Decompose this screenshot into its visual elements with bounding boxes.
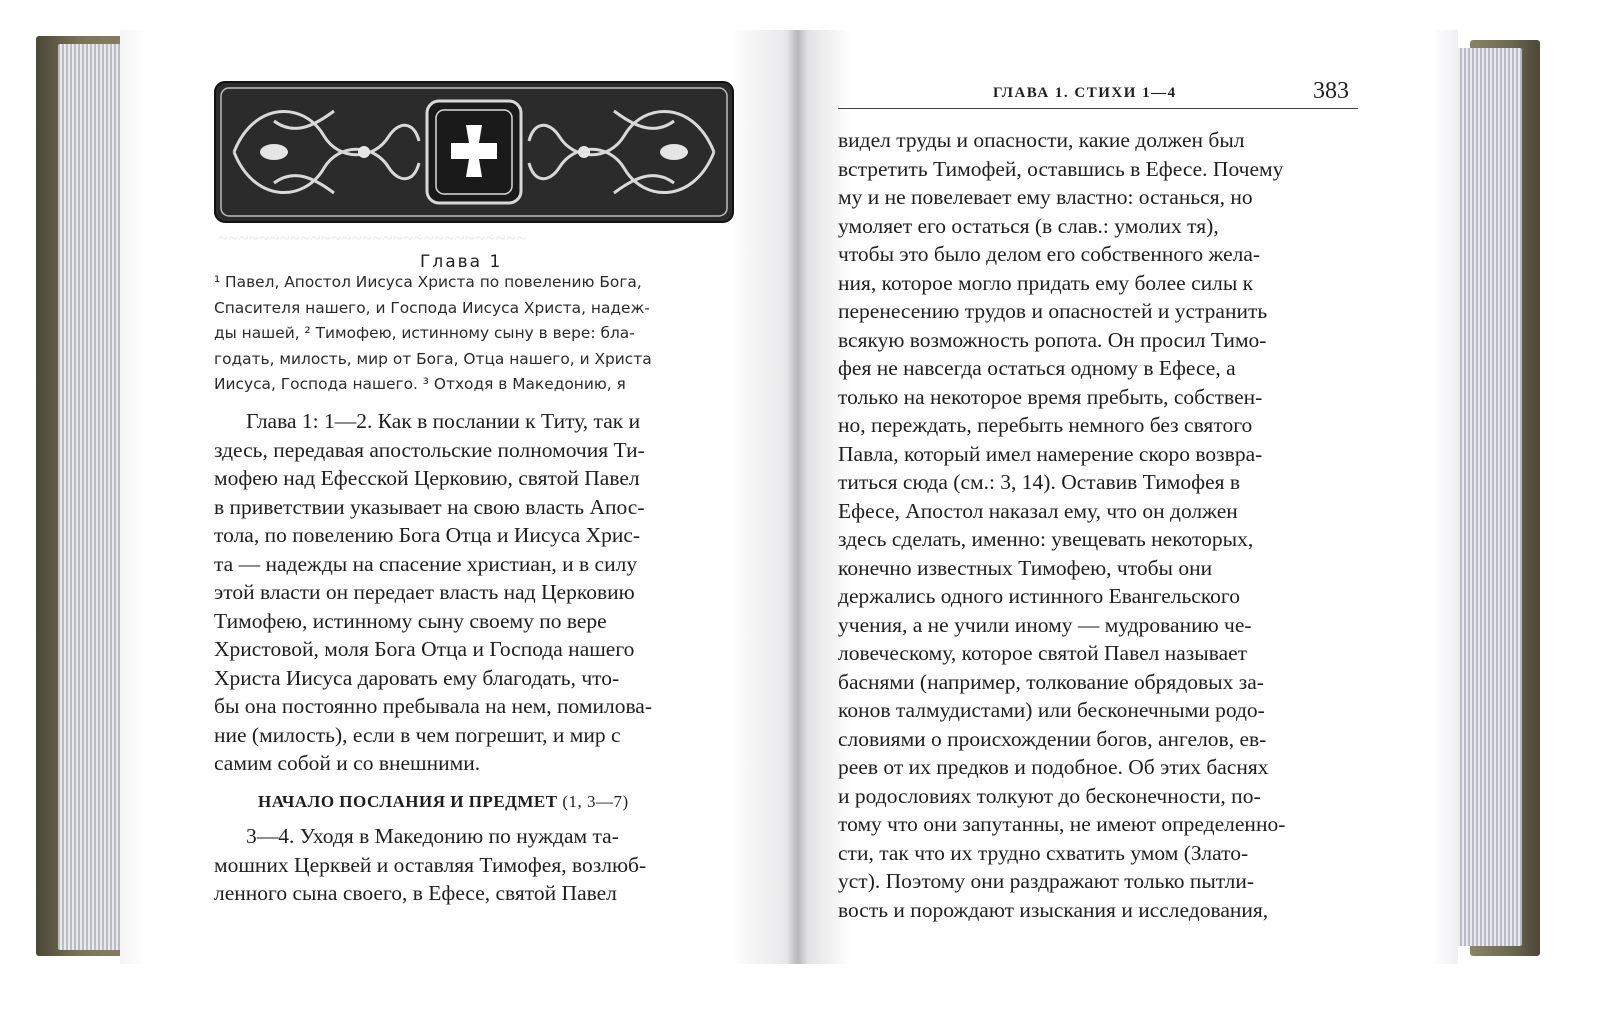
text-line: уст). Поэтому они раздражают только пытли- (838, 869, 1255, 893)
text-line: умоляет его остаться (в слав.: умолих тя), (838, 213, 1219, 238)
text-line: бы она постоянно пребывала на нем, помилова- (214, 694, 653, 718)
verse-line: ды нашей, ² Тимофею, истинному сыну в вере: бла- (214, 324, 635, 342)
text-line: реев от их предков и подобное. Об этих баснях (838, 755, 1269, 779)
text-line: этой власти он передает власть над Церковию (214, 580, 635, 604)
text-line: Христовой, моля Бога Отца и Господа нашего (214, 637, 635, 661)
verse-line: годать, милость, мир от Бога, Отца нашего, и Христа (214, 349, 652, 368)
text-line: чтобы это было делом его собственного жела- (838, 242, 1261, 266)
text-line: ние (милость), если в чем погрешит, и мир с (214, 722, 621, 747)
text-line: и родословиях толкуют до бесконечности, по- (838, 783, 1261, 808)
section-reference: (1, 3—7) (562, 792, 629, 811)
text-line: ленного сына своего, в Ефесе, святой Павел (214, 881, 617, 905)
text-line: только на некоторое время пребыть, собствен- (838, 384, 1263, 409)
text-line: та — надежды на спасение христиан, и в силу (214, 551, 638, 576)
text-line: видел труды и опасности, какие должен был (838, 128, 1245, 152)
text-line: здесь, передавая апостольские полномочия Ти- (214, 437, 645, 462)
verse-line: ¹ Павел, Апостол Иисуса Христа по повелению Бога, (214, 273, 642, 291)
show-through-text: ~~~~~~~~~~~~~~~~~~~~~~~~~~~~~~ (218, 228, 527, 249)
text-line: держались одного истинного Евангельского (838, 584, 1240, 608)
section-title (258, 792, 629, 812)
scripture-verses (214, 270, 734, 398)
commentary-block-2 (214, 822, 734, 908)
commentary-right (838, 126, 1358, 924)
text-line: Ефесе, Апостол наказал ему, что он должен (838, 498, 1238, 523)
verse-line: Спасителя нашего, и Господа Иисуса Христа, надеж- (214, 298, 650, 317)
text-line: баснями (например, толкование обрядовых за- (838, 669, 1264, 694)
page-edges-right (1450, 48, 1522, 946)
text-line: словиями о происхождении богов, ангелов, ев- (838, 726, 1267, 751)
text-line: титься сюда (см.: 3, 14). Оставив Тимофея в (838, 470, 1241, 494)
text-line: му и не повелевает ему властно: останься, но (838, 185, 1253, 209)
text-line: мофею над Ефесской Церковию, святой Павел (214, 466, 640, 490)
running-head: ГЛАВА 1. СТИХИ 1—4 (993, 85, 1177, 101)
text-line: здесь сделать, именно: увещевать некоторых, (838, 527, 1254, 551)
book-gutter (786, 30, 808, 964)
text-line: в приветствии указывает на свою власть Апос- (214, 494, 645, 519)
text-line: сти, так что их трудно схватить умом (Злато- (838, 840, 1249, 865)
text-line: Тимофею, истинному сыну своему по вере (214, 608, 607, 633)
text-line: Глава 1: 1—2. Как в послании к Титу, так и (246, 409, 641, 433)
section-title-text: НАЧАЛО ПОСЛАНИЯ И ПРЕДМЕТ (258, 792, 558, 811)
ornamental-headpiece-cross-icon (214, 81, 734, 223)
commentary-block-1 (214, 407, 734, 778)
text-line: встретить Тимофей, оставшись в Ефесе. Почему (838, 156, 1284, 181)
text-line: Христа Иисуса даровать ему благодать, что- (214, 665, 620, 690)
text-line: тола, по повелению Бога Отца и Иисуса Хрис- (214, 523, 641, 547)
chapter-heading: Глава 1 (420, 252, 503, 272)
text-line: ния, которое могло придать ему более силы к (838, 270, 1254, 295)
text-line: 3—4. Уходя в Македонию по нуждам та- (246, 824, 619, 848)
text-line: вость и порождают изыскания и исследования, (838, 897, 1269, 922)
page-number: 383 (1313, 78, 1349, 104)
text-line: конов талмудистами) или бесконечными родо- (838, 698, 1265, 722)
text-line: всякую возможность ропота. Он просил Тимо- (838, 327, 1267, 352)
header-rule (838, 108, 1358, 109)
text-line: самим собой и со внешними. (214, 751, 481, 775)
text-line: учения, а не учили иному — мудрованию че- (838, 612, 1252, 637)
text-line: Павла, который имел намерение скоро возвра- (838, 441, 1263, 466)
text-line: конечно известных Тимофею, чтобы они (838, 555, 1213, 580)
text-line: мошних Церквей и оставляя Тимофея, возлюб- (214, 852, 647, 877)
verse-line: Иисуса, Господа нашего. ³ Отходя в Македонию, я (214, 375, 626, 393)
text-line: перенесению трудов и опасностей и устранить (838, 299, 1268, 323)
text-line: фея не навсегда остаться одному в Ефесе, а (838, 356, 1236, 380)
text-line: но, переждать, перебыть немного без святого (838, 413, 1253, 437)
text-line: ловеческому, которое святой Павел называет (838, 641, 1248, 665)
text-line: тому что они запутанны, не имеют определенно- (838, 812, 1286, 836)
